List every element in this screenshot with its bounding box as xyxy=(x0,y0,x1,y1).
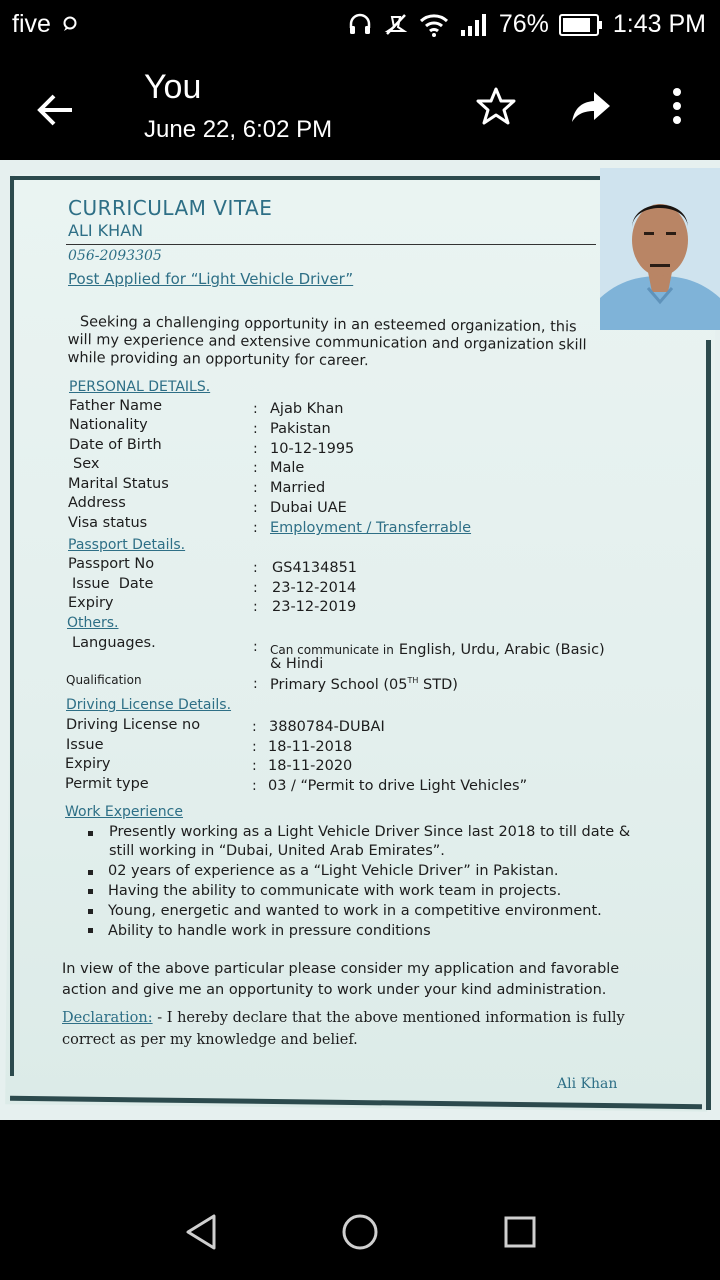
colon: : xyxy=(252,758,257,774)
work-item: Young, energetic and wanted to work in a competitive environment. xyxy=(108,903,602,919)
license-label-issue: Issue xyxy=(66,737,104,753)
cv-photo-viewer[interactable] xyxy=(0,160,720,1120)
share-icon[interactable] xyxy=(568,84,612,128)
personal-value-father: Ajab Khan xyxy=(270,401,344,417)
work-item: Having the ability to communicate with work team in projects. xyxy=(108,883,562,899)
bullet-icon xyxy=(88,831,93,836)
languages-value-line2: & Hindi xyxy=(270,656,324,672)
passport-value-issue: 23-12-2014 xyxy=(272,580,357,596)
personal-label-nationality: Nationality xyxy=(69,417,148,433)
bullet-icon xyxy=(88,870,93,875)
colon: : xyxy=(253,460,258,476)
qualification-label: Qualification xyxy=(66,673,142,687)
personal-label-visa: Visa status xyxy=(68,515,148,531)
closing-paragraph-line2: action and give me an opportunity to work under your kind administration. xyxy=(62,982,607,998)
work-experience-heading: Work Experience xyxy=(65,804,183,820)
personal-label-father: Father Name xyxy=(69,398,163,414)
license-value-permit: 03 / “Permit to drive Light Vehicles” xyxy=(268,778,528,794)
license-label-no: Driving License no xyxy=(66,717,201,733)
declaration-line1: Declaration: - I hereby declare that the above mentioned information is fully xyxy=(62,1010,625,1026)
colon: : xyxy=(253,639,258,655)
personal-value-marital: Married xyxy=(270,480,326,496)
passport-label-expiry: Expiry xyxy=(68,595,114,611)
bullet-icon xyxy=(88,909,93,914)
declaration-line2: correct as per my knowledge and belief. xyxy=(62,1032,358,1048)
wifi-icon xyxy=(419,12,449,38)
passport-label-no: Passport No xyxy=(68,556,155,572)
status-right-group xyxy=(347,10,706,39)
personal-label-marital: Marital Status xyxy=(68,476,169,492)
personal-value-visa: Employment / Transferrable xyxy=(270,520,472,536)
license-label-permit: Permit type xyxy=(65,776,149,792)
home-circle-icon[interactable] xyxy=(338,1210,382,1254)
back-arrow-icon[interactable] xyxy=(34,88,78,132)
cv-post-applied: Post Applied for “Light Vehicle Driver” xyxy=(68,270,354,288)
headphones-icon xyxy=(347,12,373,38)
colon: : xyxy=(252,739,257,755)
signature-name: Ali Khan xyxy=(557,1076,618,1092)
system-nav-bar xyxy=(0,1120,720,1280)
work-item: Ability to handle work in pressure conditions xyxy=(108,923,431,939)
cv-summary: Seeking a challenging opportunity in an esteemed organization, this will my experience and extensive communication and organization skill while providing an opportunity for career. xyxy=(67,314,587,370)
passport-value-expiry: 23-12-2019 xyxy=(272,599,357,615)
personal-label-sex: Sex xyxy=(73,456,100,472)
license-value-no: 3880784-DUBAI xyxy=(269,719,385,735)
work-item: Presently working as a Light Vehicle Driver Since last 2018 to till date & xyxy=(109,824,631,840)
passport-details-heading: Passport Details. xyxy=(68,537,186,553)
clock-time: 1:43 PM xyxy=(612,10,706,38)
battery-percent: 76% xyxy=(498,10,549,38)
colon: : xyxy=(253,580,258,596)
cv-phone: 056-2093305 xyxy=(68,248,162,264)
license-details-heading: Driving License Details. xyxy=(66,697,232,713)
colon: : xyxy=(253,401,258,417)
bullet-icon xyxy=(88,889,93,894)
languages-value: Can communicate in English, Urdu, Arabic (Basic) xyxy=(270,642,605,658)
app-bar xyxy=(0,52,720,160)
qualification-value: Primary School (05TH STD) xyxy=(270,676,458,693)
work-item: 02 years of experience as a “Light Vehicle Driver” in Pakistan. xyxy=(108,863,559,879)
personal-value-dob: 10-12-1995 xyxy=(270,441,355,457)
others-heading: Others. xyxy=(67,615,119,631)
colon: : xyxy=(253,480,258,496)
passport-value-no: GS4134851 xyxy=(272,560,358,576)
personal-value-sex: Male xyxy=(270,460,305,476)
more-vert-icon[interactable] xyxy=(660,84,694,128)
cv-document xyxy=(0,160,720,1120)
personal-label-dob: Date of Birth xyxy=(69,437,162,453)
personal-details-heading: PERSONAL DETAILS. xyxy=(69,379,211,395)
license-value-expiry: 18-11-2020 xyxy=(268,758,353,774)
colon: : xyxy=(253,500,258,516)
carrier-name: five xyxy=(12,10,51,38)
back-triangle-icon[interactable] xyxy=(180,1210,224,1254)
signal-icon xyxy=(459,12,489,38)
colon: : xyxy=(253,421,258,437)
passport-label-issue: Issue Date xyxy=(72,576,154,592)
personal-value-address: Dubai UAE xyxy=(270,500,347,516)
message-timestamp: June 22, 6:02 PM xyxy=(144,116,333,143)
cv-name: ALI KHAN xyxy=(68,221,144,240)
license-label-expiry: Expiry xyxy=(65,756,111,772)
battery-icon xyxy=(559,13,603,37)
personal-label-address: Address xyxy=(68,495,126,511)
colon: : xyxy=(253,599,258,615)
bullet-icon xyxy=(88,928,93,933)
colon: : xyxy=(253,441,258,457)
chat-bubble-icon xyxy=(62,16,78,32)
colon: : xyxy=(252,719,257,735)
colon: : xyxy=(253,676,258,692)
recents-square-icon[interactable] xyxy=(498,1210,542,1254)
colon: : xyxy=(252,778,257,794)
star-icon[interactable] xyxy=(474,84,518,128)
cv-title: CURRICULAM VITAE xyxy=(68,196,273,220)
closing-paragraph-line1: In view of the above particular please consider my application and favorable xyxy=(62,961,620,977)
status-bar xyxy=(0,0,720,52)
mute-icon xyxy=(383,12,409,38)
languages-label: Languages. xyxy=(72,635,156,651)
personal-value-nationality: Pakistan xyxy=(270,421,331,437)
work-item-continued: still working in “Dubai, United Arab Emirates”. xyxy=(109,843,445,859)
title-divider xyxy=(66,244,596,245)
license-value-issue: 18-11-2018 xyxy=(268,739,353,755)
colon: : xyxy=(253,560,258,576)
colon: : xyxy=(253,520,258,536)
sender-title: You xyxy=(144,68,202,106)
